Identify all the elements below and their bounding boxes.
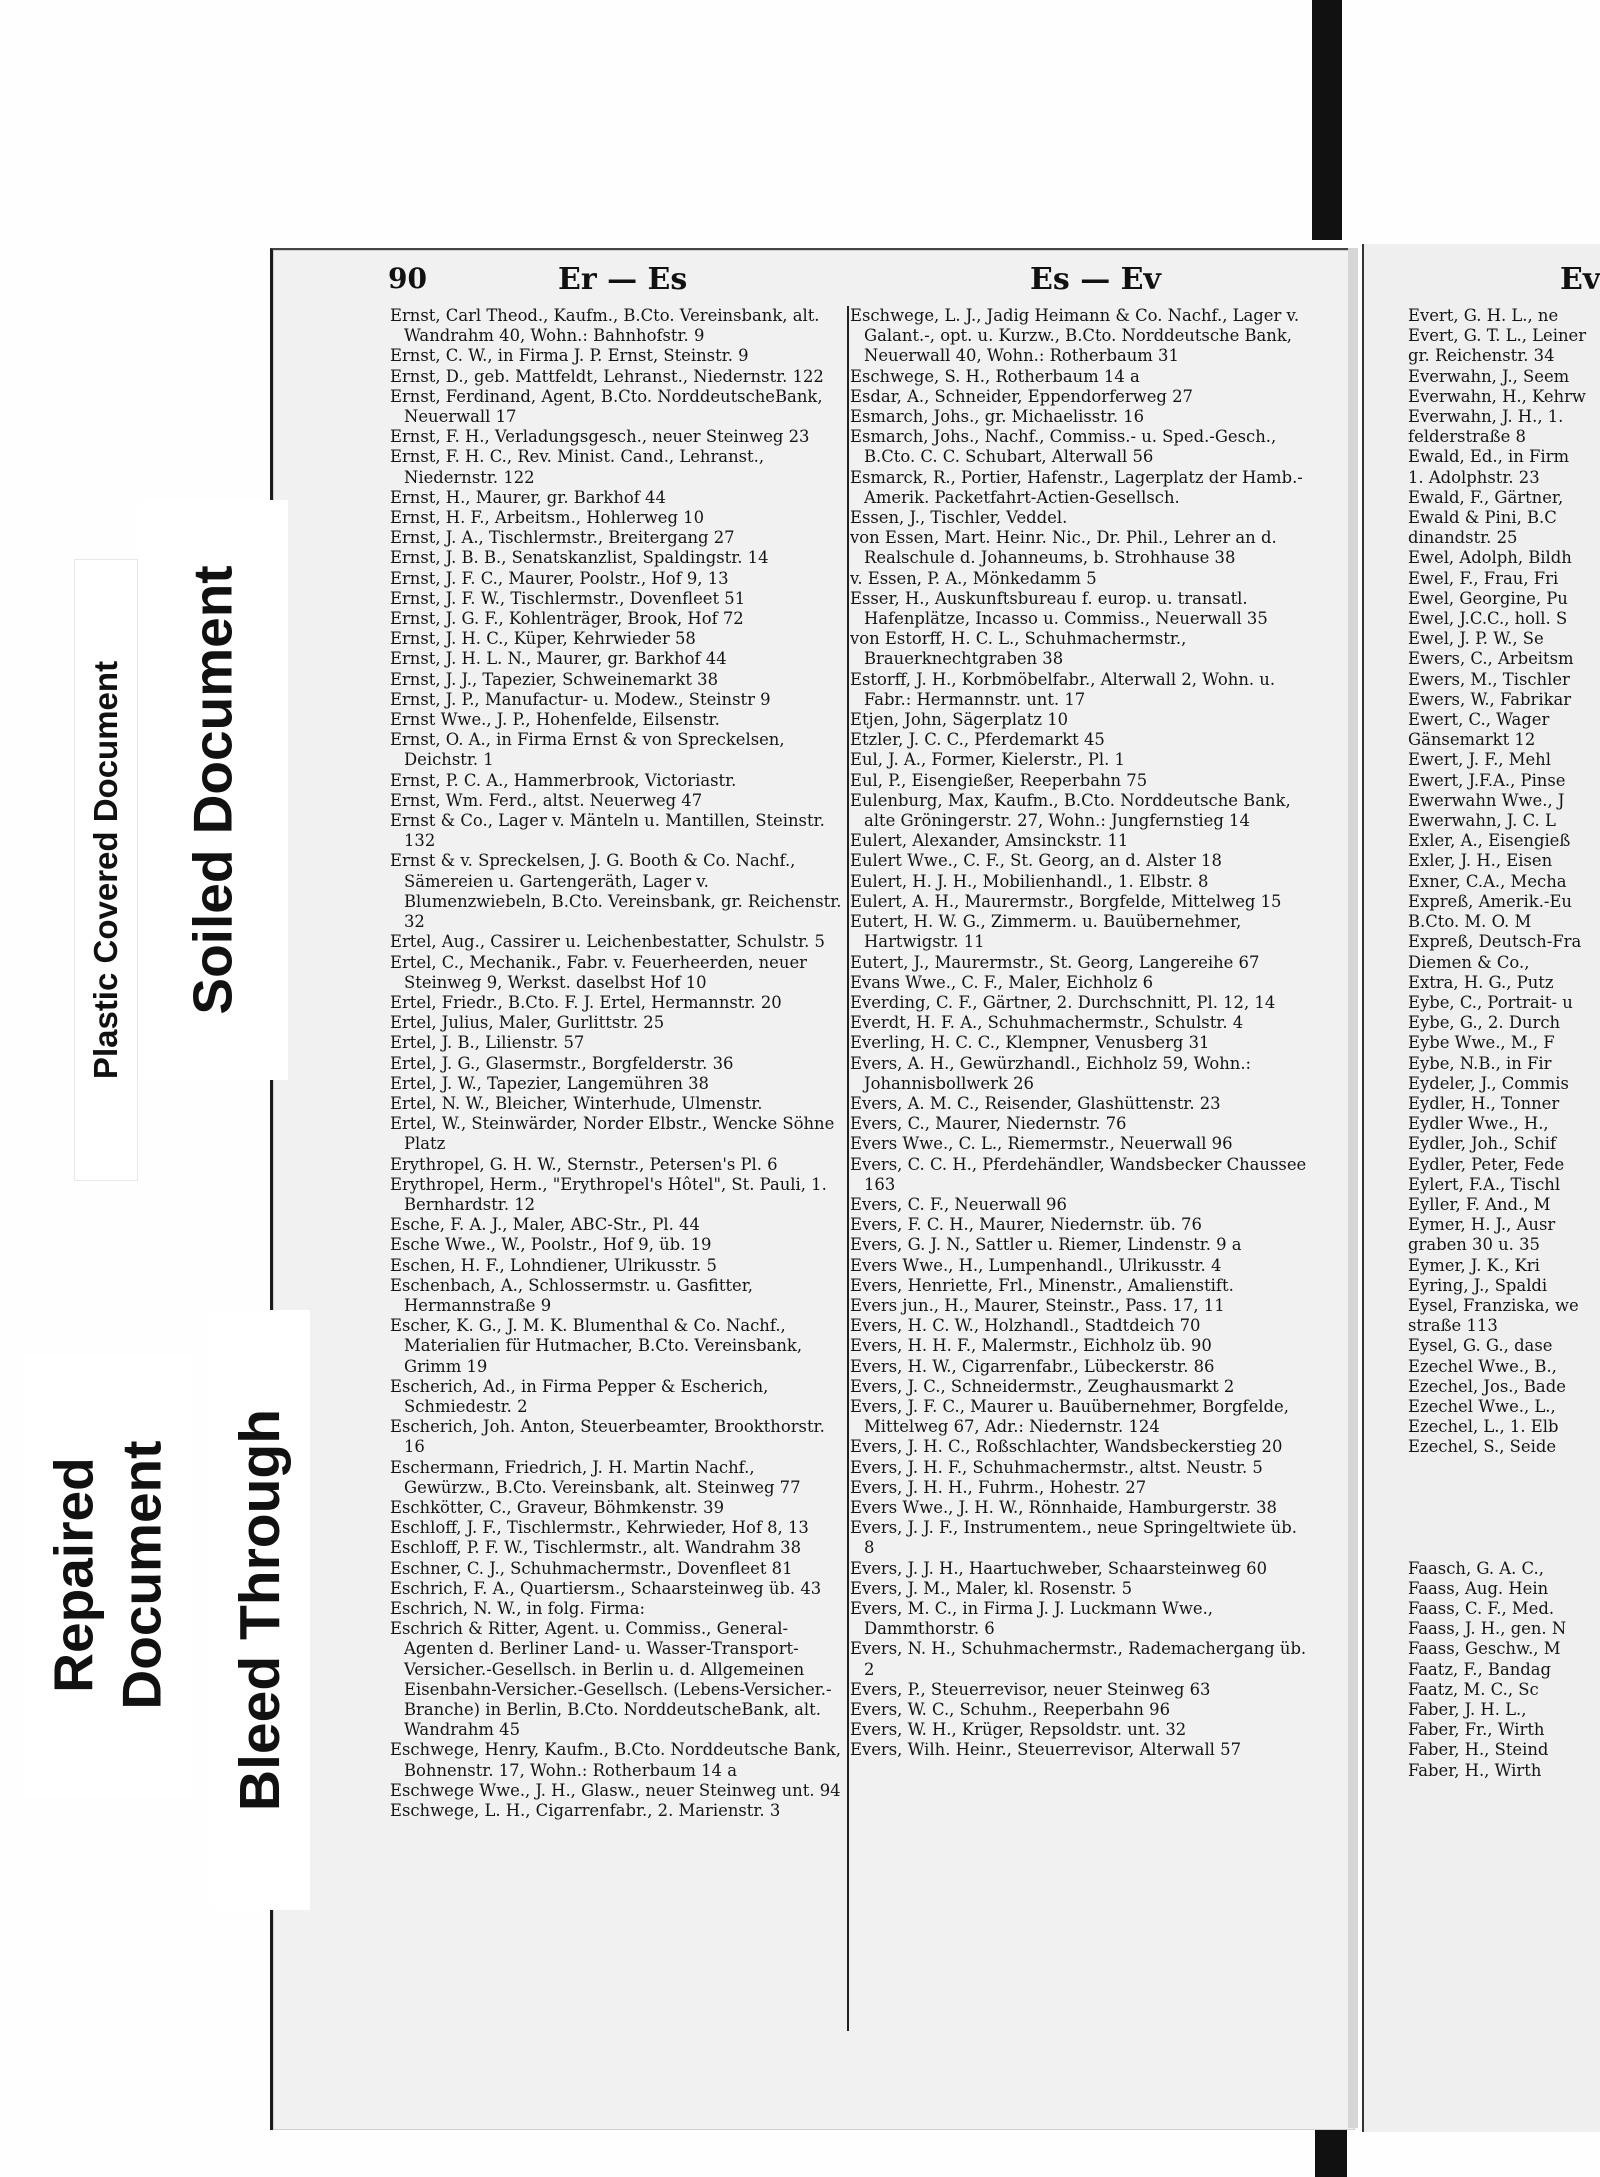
directory-entry: Faber, H., Wirth: [1408, 1760, 1542, 1780]
directory-entry: Eschwege Wwe., J. H., Glasw., neuer Steinweg unt. 94: [390, 1780, 841, 1800]
directory-entry: Ewert, J.F.A., Pinse: [1408, 770, 1566, 790]
directory-entry: Eschwege, L. H., Cigarrenfabr., 2. Marienstr. 3: [390, 1801, 781, 1821]
directory-entry: Ezechel Wwe., L.,: [1408, 1396, 1556, 1416]
directory-entry: Evers, J. J. F., Instrumentem., neue Springeltwiete üb. 8: [850, 1518, 1297, 1558]
directory-entry: Eyller, F. And., M: [1408, 1194, 1551, 1214]
directory-entry: Expreß, Amerik.-Eu: [1408, 891, 1572, 911]
directory-entry: Ernst, J. F. W., Tischlermstr., Dovenfleet 51: [390, 588, 746, 608]
directory-entry: Ezechel Wwe., B.,: [1408, 1356, 1557, 1376]
directory-entry: Ernst, J. J., Tapezier, Schweinemarkt 38: [390, 669, 719, 689]
directory-entry: Evans Wwe., C. F., Maler, Eichholz 6: [850, 972, 1154, 992]
bleed-through-text: Bleed Through: [228, 1408, 292, 1812]
directory-entry: Eymer, H. J., Ausr: [1408, 1215, 1556, 1235]
directory-entry: Diemen & Co.,: [1408, 952, 1530, 972]
directory-entry: Evers, J. H. H., Fuhrm., Hohestr. 27: [850, 1477, 1147, 1497]
directory-entry: Evers, H. C. W., Holzhandl., Stadtdeich 70: [850, 1316, 1201, 1336]
directory-entry: Evers, Wilh. Heinr., Steuerrevisor, Alterwall 57: [850, 1740, 1241, 1760]
directory-entry: Eydler, Joh., Schif: [1408, 1134, 1557, 1154]
directory-entry: Exler, A., Eisengieß: [1408, 831, 1571, 851]
directory-entry: Ernst, J. B. B., Senatskanzlist, Spaldingstr. 14: [390, 548, 769, 568]
directory-entry: Ewel, F., Frau, Fri: [1408, 568, 1559, 588]
directory-entry: Eulert, Alexander, Amsinckstr. 11: [850, 831, 1129, 851]
directory-entry: Ewald, Ed., in Firm: [1408, 447, 1570, 467]
directory-entry: Evers Wwe., C. L., Riemermstr., Neuerwall 96: [850, 1134, 1233, 1154]
directory-entry: Ernst, Wm. Ferd., altst. Neuerweg 47: [390, 790, 703, 810]
binding-shadow-top: [1312, 0, 1342, 240]
directory-entry: Everwahn, J. H., 1.: [1408, 407, 1564, 427]
directory-entry: Esche Wwe., W., Poolstr., Hof 9, üb. 19: [390, 1235, 712, 1255]
directory-entry: Faber, J. H. L.,: [1408, 1700, 1527, 1720]
soiled-label: [138, 500, 288, 1080]
directory-entry: Erythropel, Herm., "Erythropel's Hôtel", St. Pauli, 1. Bernhardstr. 12: [390, 1174, 827, 1214]
directory-entry: Ernst, P. C. A., Hammerbrook, Victoriastr.: [390, 770, 737, 790]
directory-entry: Eschen, H. F., Lohndiener, Ulrikusstr. 5: [390, 1255, 717, 1275]
directory-entry: [1408, 1538, 1600, 1558]
directory-entry: Evers, Henriette, Frl., Minenstr., Amalienstift.: [850, 1275, 1234, 1295]
directory-entry: Ertel, W., Steinwärder, Norder Elbstr., Wencke Söhne Platz: [390, 1114, 835, 1154]
directory-entry: Eschrich, N. W., in folg. Firma:: [390, 1599, 646, 1618]
directory-entry: Evers, G. J. N., Sattler u. Riemer, Lindenstr. 9 a: [850, 1235, 1242, 1255]
directory-entry: Ertel, J. G., Glasermstr., Borgfelderstr. 36: [390, 1053, 734, 1073]
directory-entry: Evert, G. H. L., ne: [1408, 306, 1559, 325]
directory-entry: Eschwege, Henry, Kaufm., B.Cto. Norddeutsche Bank, Bohnenstr. 17, Wohn.: Rotherbaum 14 a: [390, 1740, 841, 1780]
bleed-through-label: [210, 1310, 310, 1910]
directory-entry: Evert, G. T. L., Leiner: [1408, 326, 1587, 346]
repaired-label: [22, 1355, 192, 1795]
directory-entry: Evers, J. M., Maler, kl. Rosenstr. 5: [850, 1578, 1133, 1598]
directory-entry: Everwahn, J., Seem: [1408, 366, 1570, 386]
directory-entry: Eul, J. A., Former, Kielerstr., Pl. 1: [850, 750, 1125, 770]
directory-entry: Ernst, D., geb. Mattfeldt, Lehranst., Niedernstr. 122: [390, 366, 824, 386]
repaired-line-2: Document: [110, 1440, 172, 1710]
directory-entry: Ertel, N. W., Bleicher, Winterhude, Ulmenstr.: [390, 1093, 763, 1113]
right-column: [850, 306, 1310, 1761]
directory-entry: Eydler, H., Tonner: [1408, 1093, 1560, 1113]
directory-entry: Eschloff, J. F., Tischlermstr., Kehrwieder, Hof 8, 13: [390, 1518, 809, 1538]
directory-entry: Escher, K. G., J. M. K. Blumenthal & Co. Nachf., Materialien für Hutmacher, B.Cto. Vereinsbank, Grimm 19: [390, 1316, 803, 1376]
directory-entry: Eulenburg, Max, Kaufm., B.Cto. Norddeutsche Bank, alte Gröningerstr. 27, Wohn.: Jungfernstieg 14: [850, 790, 1291, 831]
directory-entry: Esmarch, Johs., gr. Michaelisstr. 16: [850, 407, 1145, 427]
directory-entry: Evers, F. C. H., Maurer, Niedernstr. üb. 76: [850, 1215, 1202, 1235]
directory-entry: Ewers, M., Tischler: [1408, 669, 1570, 689]
directory-entry: Eschermann, Friedrich, J. H. Martin Nachf., Gewürzw., B.Cto. Vereinsbank, alt. Steinweg 77: [390, 1457, 801, 1497]
directory-entry: Esche, F. A. J., Maler, ABC-Str., Pl. 44: [390, 1215, 700, 1235]
directory-entry: Essen, J., Tischler, Veddel.: [850, 508, 1068, 528]
directory-entry: Eydler Wwe., H.,: [1408, 1114, 1549, 1134]
directory-entry: Ernst, F. H., Verladungsgesch., neuer Steinweg 23: [390, 427, 810, 447]
directory-entry: Esmarch, Johs., Nachf., Commiss.- u. Sped.-Gesch., B.Cto. C. C. Schubart, Alterwall 56: [850, 427, 1277, 467]
directory-entry: Ewert, C., Wager: [1408, 710, 1550, 730]
directory-entry: Evers Wwe., H., Lumpenhandl., Ulrikusstr. 4: [850, 1255, 1222, 1275]
directory-entry: Ernst, J. P., Manufactur- u. Modew., Steinstr 9: [390, 689, 771, 709]
directory-entry: Eschwege, L. J., Jadig Heimann & Co. Nachf., Lager v. Galant.-, opt. u. Kurzw., B.Cto. Norddeutsche Bank, Neuerwall 40, Wohn.: Rotherbaum 31: [850, 306, 1300, 366]
directory-entry: Faber, H., Steind: [1408, 1740, 1549, 1760]
header-left: Er — Es: [558, 262, 688, 297]
directory-entry: Everling, H. C. C., Klempner, Venusberg 31: [850, 1033, 1210, 1053]
directory-entry: [1408, 1478, 1600, 1498]
directory-entry: von Estorff, H. C. L., Schuhmachermstr., Brauerknechtgraben 38: [850, 629, 1187, 669]
directory-entry: Eybe, N.B., in Fir: [1408, 1053, 1552, 1073]
directory-entry: Escherich, Ad., in Firma Pepper & Escherich, Schmiedestr. 2: [390, 1376, 769, 1416]
directory-entry: v. Essen, P. A., Mönkedamm 5: [850, 568, 1097, 588]
directory-entry: Eybe, G., 2. Durch: [1408, 1013, 1561, 1033]
directory-entry: Eschenbach, A., Schlossermstr. u. Gasfitter, Hermannstraße 9: [390, 1275, 753, 1315]
directory-entry: Ertel, Friedr., B.Cto. F. J. Ertel, Hermannstr. 20: [390, 992, 782, 1012]
directory-entry: Eulert, H. J. H., Mobilienhandl., 1. Elbstr. 8: [850, 871, 1209, 891]
directory-entry: Evers, W. C., Schuhm., Reeperbahn 96: [850, 1700, 1171, 1720]
soiled-text: Soiled Document: [182, 565, 244, 1015]
directory-entry: Eschloff, P. F. W., Tischlermstr., alt. Wandrahm 38: [390, 1538, 802, 1558]
directory-entry: Evers, N. H., Schuhmachermstr., Rademachergang üb. 2: [850, 1639, 1307, 1679]
directory-entry: Eylert, F.A., Tischl: [1408, 1174, 1561, 1194]
directory-entry: Evers, H. H. F., Malermstr., Eichholz üb. 90: [850, 1336, 1212, 1356]
directory-entry: Evers, C. C. H., Pferdehändler, Wandsbecker Chaussee 163: [850, 1154, 1307, 1194]
directory-entry: Ewert, J. F., Mehl: [1408, 750, 1551, 770]
directory-entry: Eul, P., Eisengießer, Reeperbahn 75: [850, 770, 1148, 790]
directory-entry: Ewald & Pini, B.C: [1408, 508, 1557, 528]
directory-entry: Extra, H. G., Putz: [1408, 972, 1554, 992]
directory-entry: Eschrich, F. A., Quartiersm., Schaarsteinweg üb. 43: [390, 1578, 822, 1598]
directory-entry: Ernst, H., Maurer, gr. Barkhof 44: [390, 487, 666, 507]
directory-entry: Eydler, Peter, Fede: [1408, 1154, 1565, 1174]
directory-entry: Ernst & Co., Lager v. Mänteln u. Mantillen, Steinstr. 132: [390, 811, 825, 851]
directory-entry: Eschwege, S. H., Rotherbaum 14 a: [850, 366, 1140, 386]
header-right: Es — Ev: [1030, 262, 1161, 297]
page-gutter: [1348, 248, 1358, 2128]
directory-entry: Faass, Geschw., M: [1408, 1639, 1561, 1659]
directory-entry: Ertel, C., Mechanik., Fabr. v. Feuerheerden, neuer Steinweg 9, Werkst. daselbst Hof 10: [390, 952, 807, 992]
directory-entry: von Essen, Mart. Heinr. Nic., Dr. Phil., Lehrer an d. Realschule d. Johanneums, b. Strohhause 38: [850, 528, 1277, 568]
directory-entry: Eybe Wwe., M., F: [1408, 1033, 1555, 1053]
directory-entry: Ernst, J. H. L. N., Maurer, gr. Barkhof 44: [390, 649, 727, 669]
plastic-covered-text: Plastic Covered Document: [87, 660, 124, 1080]
directory-entry: gr. Reichenstr. 34: [1408, 346, 1555, 366]
directory-entry: Esdar, A., Schneider, Eppendorferweg 27: [850, 386, 1193, 406]
directory-entry: Etzler, J. C. C., Pferdemarkt 45: [850, 730, 1105, 750]
directory-entry: Faass, Aug. Hein: [1408, 1578, 1549, 1598]
directory-entry: Escherich, Joh. Anton, Steuerbeamter, Brookthorstr. 16: [390, 1417, 825, 1457]
directory-entry: Ewel, J. P. W., Se: [1408, 629, 1544, 649]
directory-entry: Ernst, C. W., in Firma J. P. Ernst, Steinstr. 9: [390, 346, 749, 366]
directory-entry: Eyring, J., Spaldi: [1408, 1275, 1548, 1295]
directory-entry: Evers Wwe., J. H. W., Rönnhaide, Hamburgerstr. 38: [850, 1497, 1277, 1517]
directory-entry: Ertel, Julius, Maler, Gurlittstr. 25: [390, 1013, 665, 1033]
directory-entry: Ezechel, S., Seide: [1408, 1437, 1557, 1457]
directory-entry: Ernst, J. G. F., Kohlenträger, Brook, Hof 72: [390, 609, 744, 629]
directory-entry: Expreß, Deutsch-Fra: [1408, 932, 1582, 952]
directory-entry: Ewel, Adolph, Bildh: [1408, 548, 1572, 568]
directory-entry: Faass, J. H., gen. N: [1408, 1619, 1567, 1639]
directory-entry: B.Cto. M. O. M: [1408, 912, 1532, 932]
directory-entry: Faatz, F., Bandag: [1408, 1659, 1552, 1679]
directory-entry: Eydeler, J., Commis: [1408, 1073, 1569, 1093]
directory-entry: Evers, W. H., Krüger, Repsoldstr. unt. 32: [850, 1720, 1187, 1740]
directory-entry: Ewel, J.C.C., holl. S: [1408, 609, 1568, 629]
directory-entry: Ertel, Aug., Cassirer u. Leichenbestatter, Schulstr. 5: [390, 932, 825, 952]
directory-entry: Ernst & v. Spreckelsen, J. G. Booth & Co. Nachf., Sämereien u. Gartengeräth, Lager v. Blumenzwiebeln, B.Cto. Vereinsbank, gr. Reichenstr. 32: [390, 851, 842, 932]
directory-entry: Eymer, J. K., Kri: [1408, 1255, 1540, 1275]
directory-entry: Eschkötter, C., Graveur, Böhmkenstr. 39: [390, 1497, 725, 1517]
directory-entry: Evers, M. C., in Firma J. J. Luckmann Wwe., Dammthorstr. 6: [850, 1599, 1213, 1639]
directory-entry: Erythropel, G. H. W., Sternstr., Petersen's Pl. 6: [390, 1154, 778, 1174]
directory-entry: Evers, H. W., Cigarrenfabr., Lübeckerstr. 86: [850, 1356, 1215, 1376]
directory-entry: Ertel, J. B., Lilienstr. 57: [390, 1033, 585, 1053]
directory-entry: Eulert, A. H., Maurermstr., Borgfelde, Mittelweg 15: [850, 891, 1282, 911]
directory-entry: Esser, H., Auskunftsbureau f. europ. u. transatl. Hafenplätze, Incasso u. Commiss., Neuerwall 35: [850, 588, 1268, 629]
directory-entry: Everdt, H. F. A., Schuhmachermstr., Schulstr. 4: [850, 1013, 1244, 1033]
plastic-covered-label: [75, 560, 137, 1180]
page-number: 90: [388, 262, 427, 295]
directory-entry: Eschner, C. J., Schuhmachermstr., Dovenfleet 81: [390, 1558, 793, 1578]
directory-entry: Evers, C., Maurer, Niedernstr. 76: [850, 1114, 1127, 1134]
directory-entry: Evers, J. F. C., Maurer u. Bauübernehmer, Borgfelde, Mittelweg 67, Adr.: Niedernstr. 124: [850, 1396, 1289, 1437]
directory-entry: Evers, J. C., Schneidermstr., Zeughausmarkt 2: [850, 1376, 1235, 1396]
directory-entry: Esmarck, R., Portier, Hafenstr., Lagerplatz der Hamb.-Amerik. Packetfahrt-Actien-Gesellsch.: [850, 467, 1303, 507]
directory-entry: Eschrich & Ritter, Agent. u. Commiss., General-Agenten d. Berliner Land- u. Wasser-Transport-Versicher.-Gesellsch. in Berlin u. d. Allgemeinen Eisenbahn-Versicher.-Gesellsch. (Lebens-Versicher.-Branche) in Berlin, B.Cto. NorddeutscheBank, alt. Wandrahm 45: [390, 1619, 832, 1740]
directory-entry: Faber, Fr., Wirth: [1408, 1720, 1545, 1740]
directory-entry: Ezechel, Jos., Bade: [1408, 1376, 1566, 1396]
directory-entry: [1408, 1458, 1600, 1478]
directory-entry: Ernst, F. H. C., Rev. Minist. Cand., Lehranst., Niedernstr. 122: [390, 447, 765, 487]
directory-entry: Evers, A. H., Gewürzhandl., Eichholz 59, Wohn.: Johannisbollwerk 26: [850, 1053, 1252, 1093]
directory-entry: Faass, C. F., Med.: [1408, 1599, 1555, 1618]
directory-entry: Evers, A. M. C., Reisender, Glashüttenstr. 23: [850, 1093, 1221, 1113]
repaired-text: [39, 1441, 175, 1710]
directory-entry: Eulert Wwe., C. F., St. Georg, an d. Alster 18: [850, 851, 1222, 871]
directory-entry: Faatz, M. C., Sc: [1408, 1679, 1539, 1699]
directory-entry: Ewerwahn, J. C. L: [1408, 811, 1556, 831]
directory-entry: Ewers, W., Fabrikar: [1408, 689, 1572, 709]
directory-entry: Evers, P., Steuerrevisor, neuer Steinweg 63: [850, 1679, 1211, 1699]
header-next-page: Ev: [1560, 262, 1600, 297]
directory-entry: Faasch, G. A. C.,: [1408, 1558, 1544, 1578]
directory-entry: Gänsemarkt 12: [1408, 730, 1536, 750]
repaired-line-1: Repaired: [42, 1457, 104, 1693]
column-divider: [847, 306, 849, 2031]
directory-entry: Exner, C.A., Mecha: [1408, 871, 1567, 891]
directory-entry: Evers, J. H. C., Roßschlachter, Wandsbeckerstieg 20: [850, 1437, 1283, 1457]
directory-entry: Ewers, C., Arbeitsm: [1408, 649, 1574, 669]
directory-entry: Evers, J. H. F., Schuhmachermstr., altst. Neustr. 5: [850, 1457, 1263, 1477]
directory-entry: felderstraße 8: [1408, 427, 1526, 447]
directory-entry: Ewald, F., Gärtner,: [1408, 487, 1564, 507]
directory-entry: Ernst, J. F. C., Maurer, Poolstr., Hof 9, 13: [390, 568, 729, 588]
directory-entry: graben 30 u. 35: [1408, 1235, 1540, 1255]
directory-entry: Eysel, Franziska, we: [1408, 1295, 1579, 1315]
directory-entry: Ewel, Georgine, Pu: [1408, 588, 1568, 608]
directory-entry: [1408, 1498, 1600, 1518]
directory-entry: Everding, C. F., Gärtner, 2. Durchschnitt, Pl. 12, 14: [850, 992, 1276, 1012]
directory-entry: dinandstr. 25: [1408, 528, 1518, 548]
directory-entry: 1. Adolphstr. 23: [1408, 467, 1540, 487]
directory-entry: Ernst, Carl Theod., Kaufm., B.Cto. Vereinsbank, alt. Wandrahm 40, Wohn.: Bahnhofstr. 9: [390, 306, 820, 346]
directory-entry: Ertel, J. W., Tapezier, Langemühren 38: [390, 1073, 709, 1093]
directory-entry: Eysel, G. G., dase: [1408, 1336, 1553, 1356]
directory-entry: [1408, 1518, 1600, 1538]
directory-entry: Everwahn, H., Kehrw: [1408, 386, 1586, 406]
directory-entry: Evers jun., H., Maurer, Steinstr., Pass. 17, 11: [850, 1295, 1225, 1315]
directory-entry: Ernst, Ferdinand, Agent, B.Cto. NorddeutscheBank, Neuerwall 17: [390, 386, 823, 427]
directory-entry: Ernst, H. F., Arbeitsm., Hohlerweg 10: [390, 508, 704, 528]
directory-entry: Ernst Wwe., J. P., Hohenfelde, Eilsenstr.: [390, 710, 720, 730]
directory-entry: Eutert, H. W. G., Zimmerm. u. Bauübernehmer, Hartwigstr. 11: [850, 912, 1242, 952]
directory-entry: Exler, J. H., Eisen: [1408, 851, 1553, 871]
directory-entry: Etjen, John, Sägerplatz 10: [850, 710, 1069, 730]
directory-entry: Evers, J. J. H., Haartuchweber, Schaarsteinweg 60: [850, 1558, 1268, 1578]
directory-entry: Eutert, J., Maurermstr., St. Georg, Langereihe 67: [850, 952, 1260, 972]
left-column: [390, 306, 844, 1821]
directory-entry: Eybe, C., Portrait- u: [1408, 992, 1573, 1012]
directory-entry: Ernst, O. A., in Firma Ernst & von Spreckelsen, Deichstr. 1: [390, 730, 785, 770]
directory-entry: Ewerwahn Wwe., J: [1408, 790, 1565, 810]
directory-entry: straße 113: [1408, 1316, 1498, 1336]
directory-entry: Ernst, J. H. C., Küper, Kehrwieder 58: [390, 629, 696, 649]
directory-entry: Ernst, J. A., Tischlermstr., Breitergang 27: [390, 528, 735, 548]
directory-entry: Evers, C. F., Neuerwall 96: [850, 1194, 1067, 1214]
directory-entry: Estorff, J. H., Korbmöbelfabr., Alterwall 2, Wohn. u. Fabr.: Hermannstr. unt. 17: [850, 669, 1276, 709]
next-page-column: [1408, 306, 1600, 1781]
directory-entry: Ezechel, L., 1. Elb: [1408, 1417, 1559, 1437]
